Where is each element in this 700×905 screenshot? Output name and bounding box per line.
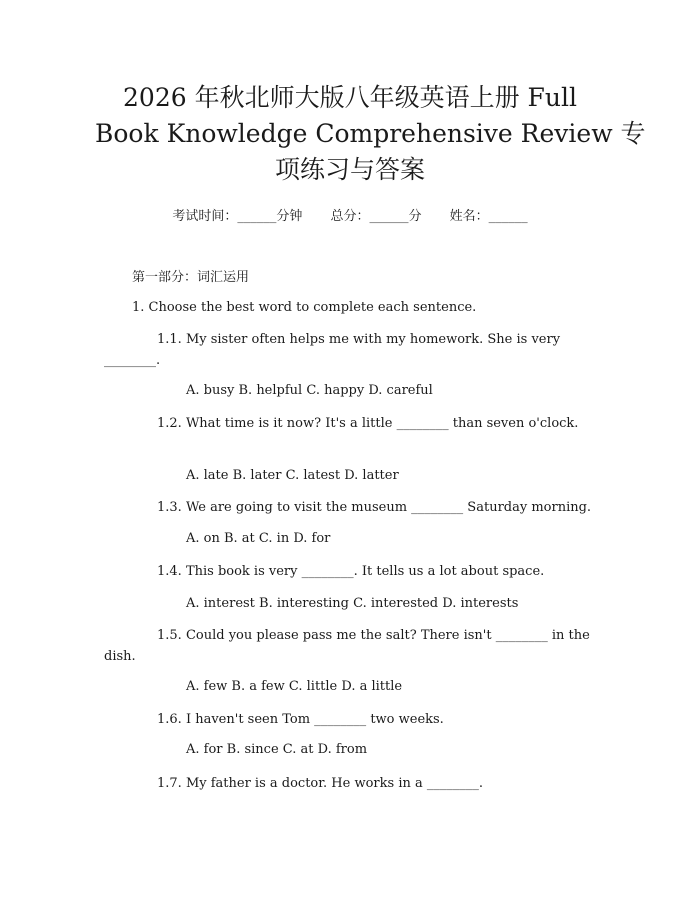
exam-meta (0, 205, 700, 224)
answer-options: A. busy B. helpful C. happy D. careful (186, 383, 433, 398)
student-name-field: 姓名：______ (449, 209, 528, 224)
title-line-2: Book Knowledge Comprehensive Review 专 (95, 119, 646, 148)
question-heading: 1. Choose the best word to complete each sentence. (132, 300, 477, 315)
total-score-field: 总分：______分 (330, 209, 422, 224)
question-stem: 1.3. We are going to visit the museum ________ Saturday morning. (157, 500, 592, 515)
question-stem: 1.7. My father is a doctor. He works in a ________. (157, 776, 483, 791)
question-item (104, 625, 594, 667)
question-stem: 1.6. I haven't seen Tom ________ two weeks. (157, 712, 444, 727)
title-line-1: 2026 年秋北师大版八年级英语上册 Full (123, 83, 577, 112)
document-title (95, 80, 646, 188)
answer-options: A. late B. later C. latest D. latter (186, 468, 399, 483)
question-item (104, 413, 594, 434)
answer-options: A. for B. since C. at D. from (186, 742, 368, 757)
question-item (104, 329, 594, 371)
answer-options: A. few B. a few C. little D. a little (186, 679, 403, 694)
question-stem: 1.2. What time is it now? It's a little ________ than seven o'clock. (157, 416, 579, 431)
exam-time-field: 考试时间：______分钟 (172, 209, 303, 224)
question-stem: 1.5. Could you please pass me the salt? There isn't ________ in the dish. (104, 628, 590, 664)
answer-options: A. on B. at C. in D. for (186, 531, 331, 546)
answer-options: A. interest B. interesting C. interested D. interests (186, 596, 519, 611)
question-stem: 1.4. This book is very ________. It tells us a lot about space. (157, 564, 545, 579)
section-title: 第一部分：词汇运用 (132, 270, 250, 285)
question-stem: 1.1. My sister often helps me with my homework. She is very ________. (104, 332, 561, 368)
title-line-3: 项练习与答案 (274, 155, 425, 184)
